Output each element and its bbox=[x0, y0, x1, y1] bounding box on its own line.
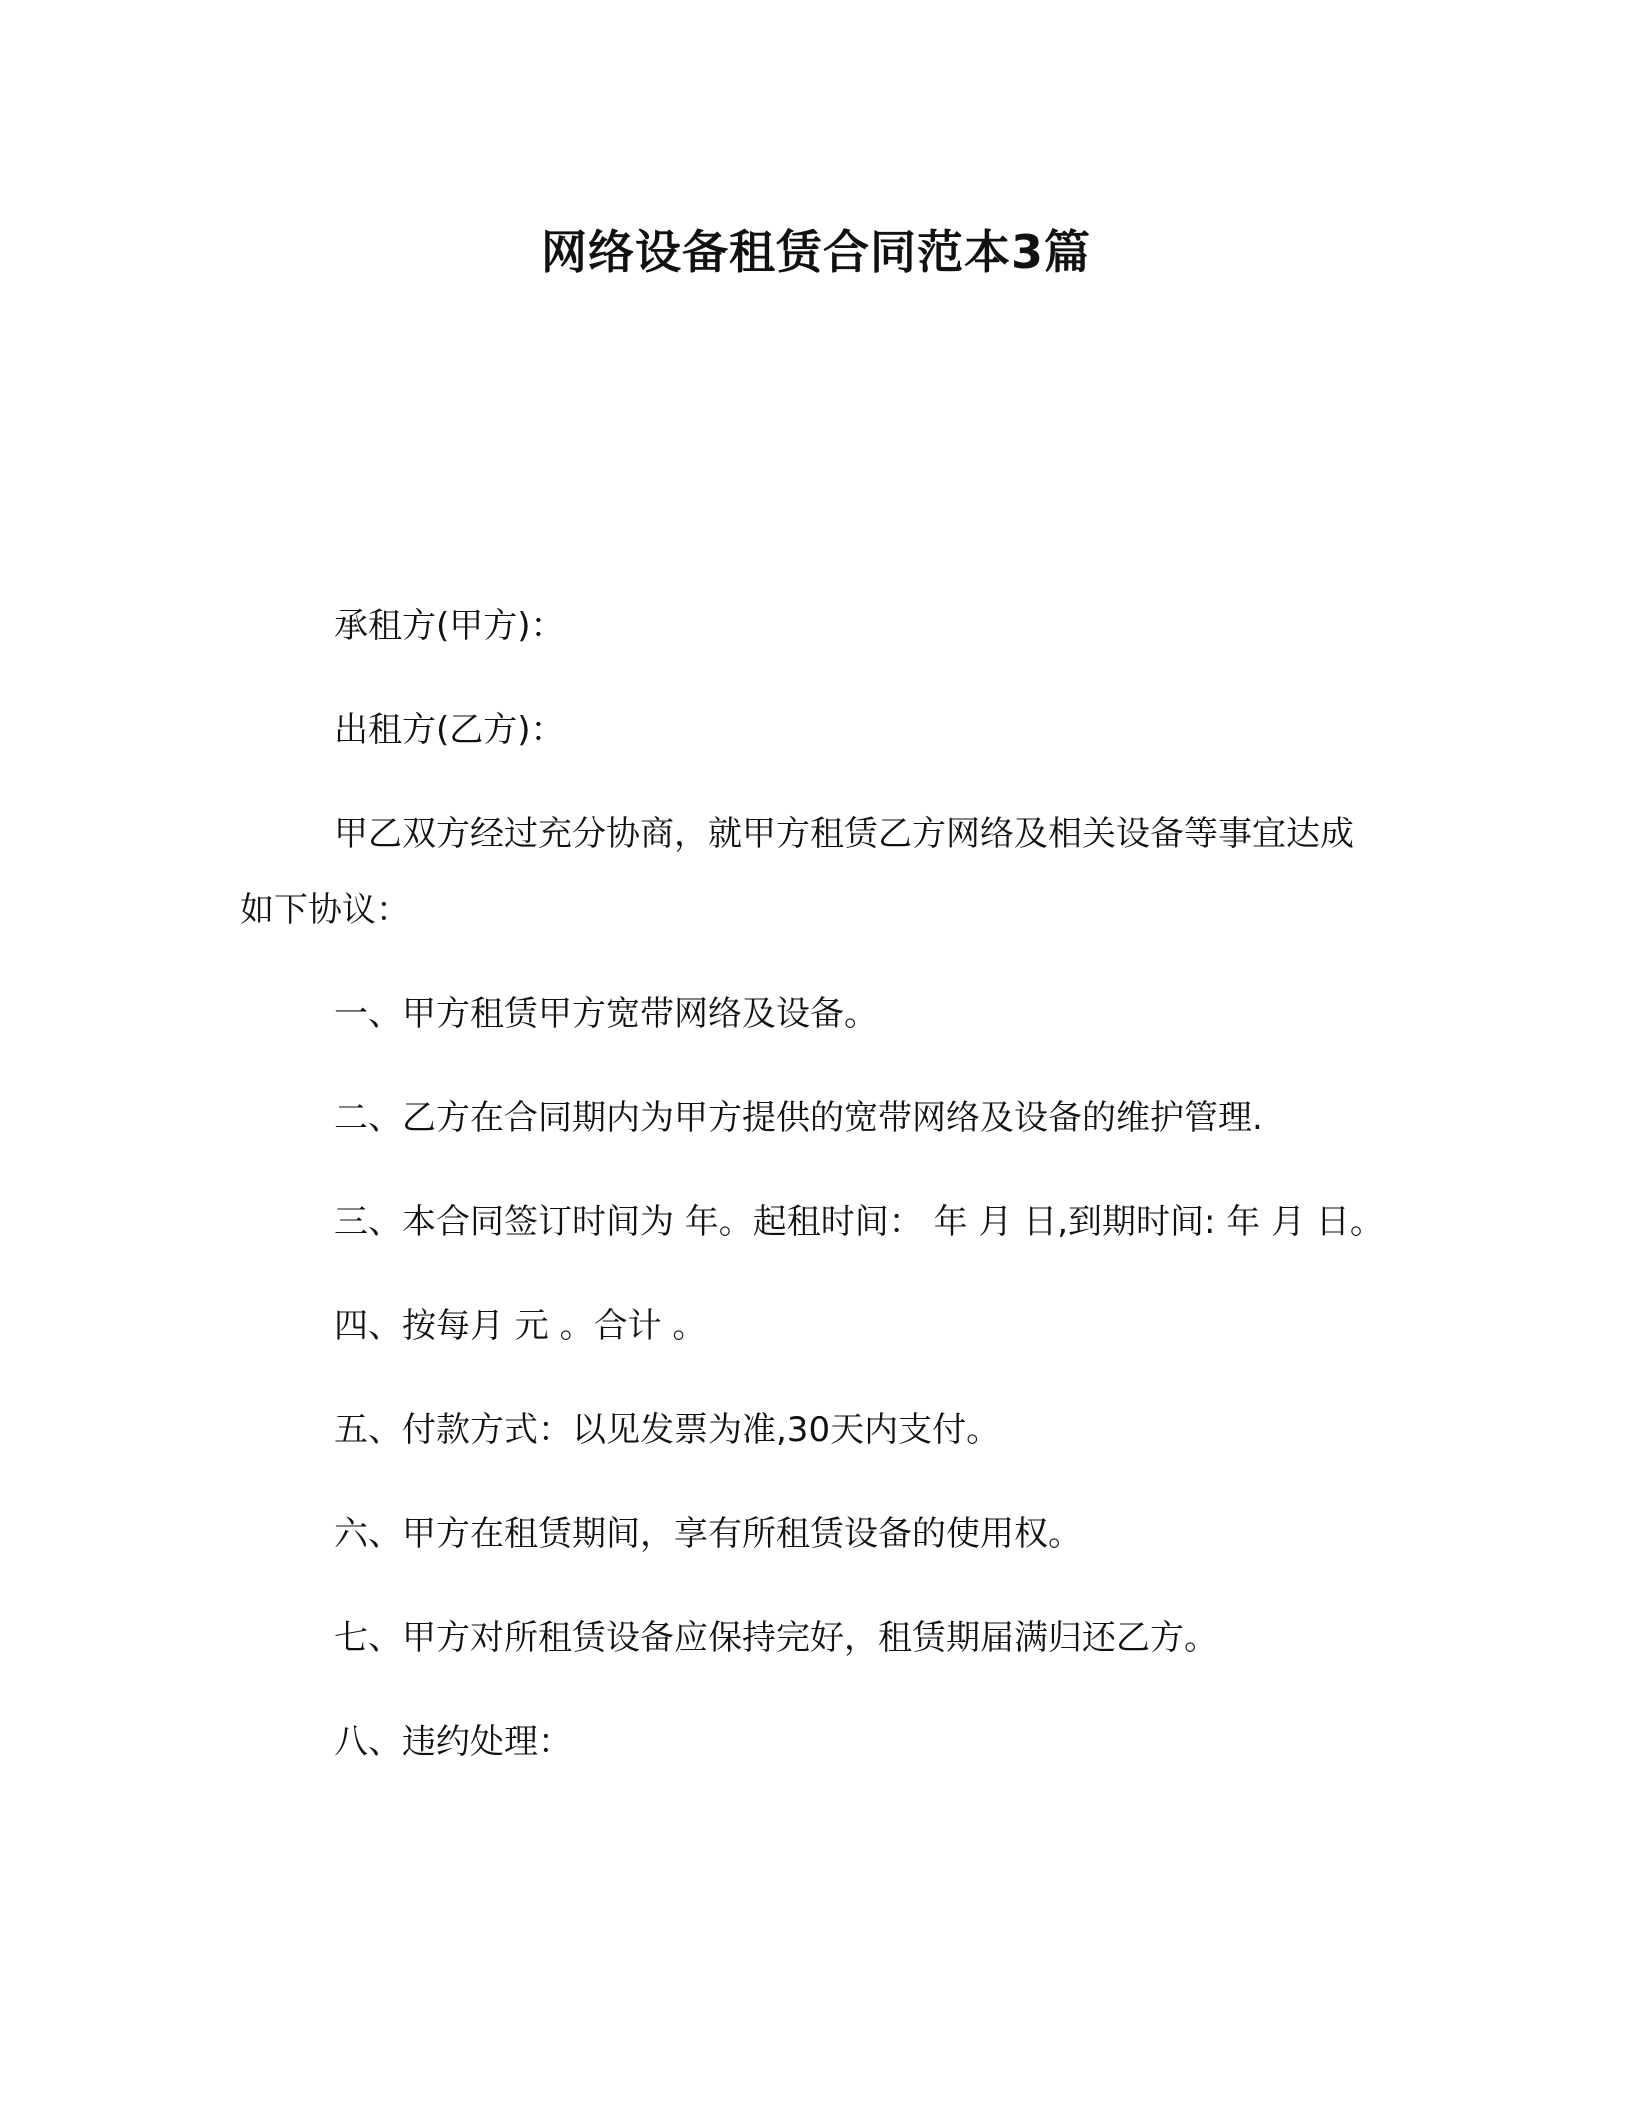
document-title: 网络设备租赁合同范本3篇 bbox=[540, 225, 1091, 279]
clause-2: 二、乙方在合同期内为甲方提供的宽带网络及设备的维护管理. bbox=[334, 1098, 1263, 1138]
paragraph-lessee: 承租方(甲方)： bbox=[334, 606, 565, 646]
document-body bbox=[240, 588, 1386, 1808]
clause-1: 一、甲方租赁甲方宽带网络及设备。 bbox=[334, 994, 878, 1034]
clause-3: 三、本合同签订时间为 年。起租时间： 年 月 日,到期时间: 年 月 日。 bbox=[334, 1202, 1384, 1242]
clause-6: 六、甲方在租赁期间，享有所租赁设备的使用权。 bbox=[334, 1514, 1082, 1554]
clause-4: 四、按每月 元 。合计 。 bbox=[334, 1306, 707, 1346]
paragraph-preamble: 甲乙双方经过充分协商，就甲方租赁乙方网络及相关设备等事宜达成如下协议： bbox=[240, 814, 1354, 930]
clause-8: 八、违约处理： bbox=[334, 1722, 572, 1762]
paragraph-lessor: 出租方(乙方)： bbox=[334, 710, 565, 750]
clause-5: 五、付款方式：以见发票为准,30天内支付。 bbox=[334, 1410, 1001, 1450]
clause-7: 七、甲方对所租赁设备应保持完好，租赁期届满归还乙方。 bbox=[334, 1618, 1218, 1658]
